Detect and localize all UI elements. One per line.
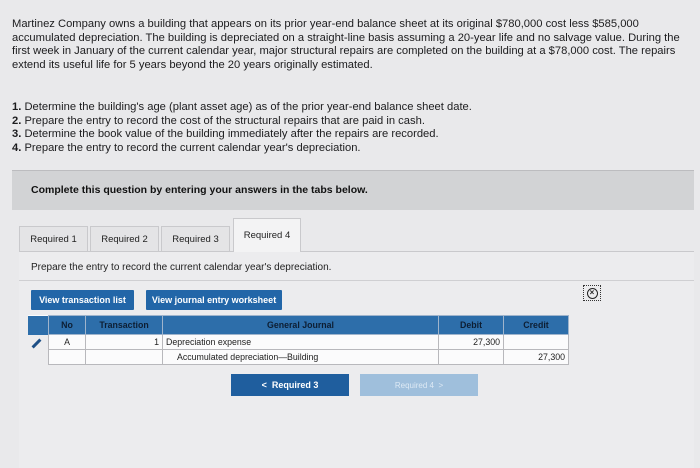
col-credit: Credit	[504, 316, 569, 335]
journal-table	[28, 315, 569, 365]
chevron-right-icon: >	[438, 380, 444, 390]
debit-account[interactable]: Depreciation expense	[163, 335, 439, 350]
entry-no: A	[49, 335, 86, 350]
requirement-1: 1. Determine the building's age (plant asset age) as of the prior year-end balance sheet date.	[12, 101, 472, 113]
problem-statement: Martinez Company owns a building that appears on its prior year-end balance sheet at its original $780,000 cost less $585,000 accumulated depreciation. The building is depreciated on a straight-line basis assuming a 20-year life and no salvage value. During the first week in January of the current calendar year, major structural repairs are completed on the building at a $78,000 cost. The repairs extend its useful life for 5 years beyond the 20 years originally estimated.	[12, 18, 680, 71]
requirement-2: 2. Prepare the entry to record the cost of the structural repairs that are paid in cash.	[12, 114, 425, 127]
instructions-banner	[12, 170, 694, 210]
col-transaction: Transaction	[86, 316, 163, 335]
credit-account[interactable]: Accumulated depreciation—Building	[163, 350, 439, 365]
view-journal-worksheet-button[interactable]: View journal entry worksheet	[146, 290, 282, 310]
table-row[interactable]	[28, 335, 569, 350]
col-no: No	[49, 316, 86, 335]
tab-instruction: Prepare the entry to record the current calendar year's depreciation.	[31, 262, 332, 273]
banner-text: Complete this question by entering your answers in the tabs below.	[31, 184, 368, 196]
tab-required-1[interactable]: Required 1	[19, 226, 88, 252]
credit-amount-empty[interactable]	[504, 335, 569, 350]
entry-transaction: 1	[86, 335, 163, 350]
credit-amount[interactable]: 27,300	[504, 350, 569, 365]
close-icon[interactable]	[583, 285, 601, 301]
col-debit: Debit	[439, 316, 504, 335]
prev-required-button[interactable]: < Required 3	[231, 374, 349, 396]
divider	[19, 280, 694, 281]
requirements-list	[12, 101, 612, 155]
tab-required-3[interactable]: Required 3	[161, 226, 230, 252]
debit-amount[interactable]: 27,300	[439, 335, 504, 350]
requirement-3: 3. Determine the book value of the building immediately after the repairs are recorded.	[12, 128, 439, 141]
tab-required-2[interactable]: Required 2	[90, 226, 159, 252]
requirement-4: 4. Prepare the entry to record the current calendar year's depreciation.	[12, 141, 361, 154]
debit-amount-empty[interactable]	[439, 350, 504, 365]
tab-required-4[interactable]: Required 4	[233, 218, 301, 252]
pencil-icon[interactable]	[28, 335, 49, 350]
next-required-button[interactable]: Required 4 >	[360, 374, 478, 396]
close-circle-icon: ×	[587, 288, 598, 299]
chevron-left-icon: <	[261, 380, 267, 390]
view-transaction-list-button[interactable]: View transaction list	[31, 290, 134, 310]
journal-header-row	[28, 316, 569, 335]
col-general-journal: General Journal	[163, 316, 439, 335]
table-row[interactable]	[28, 350, 569, 365]
